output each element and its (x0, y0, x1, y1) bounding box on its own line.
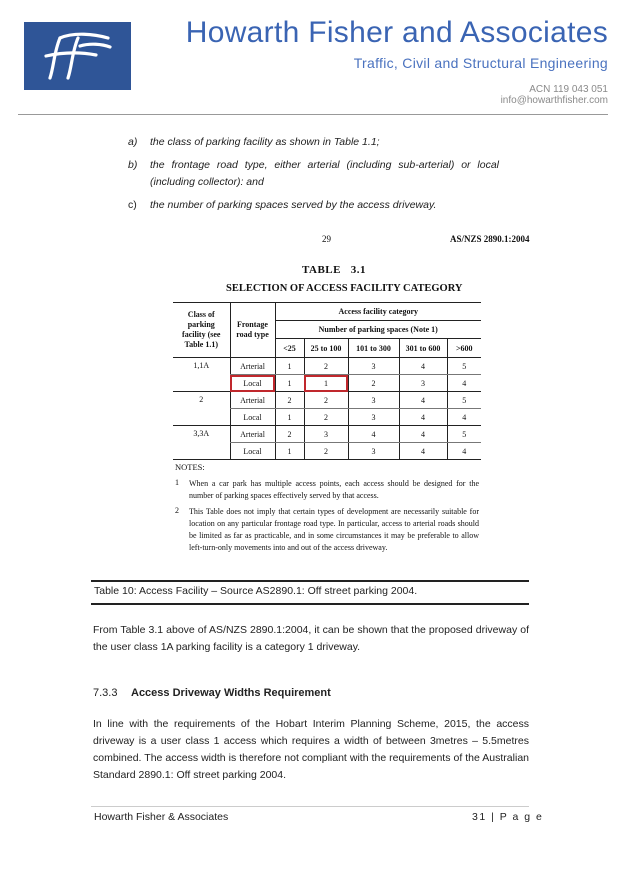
table-title: TABLE 3.1 (302, 264, 366, 276)
header-road-type: Frontage road type (230, 303, 275, 358)
cell-value: 1 (275, 409, 304, 426)
list-marker: a) (128, 136, 138, 148)
row-class: 1,1A (173, 358, 230, 392)
cell-value-highlighted: 1 (304, 375, 348, 392)
cell-value: 2 (304, 443, 348, 460)
cell-value: 3 (348, 443, 399, 460)
caption-rule-bottom (91, 603, 529, 605)
company-tagline: Traffic, Civil and Structural Engineering (353, 55, 608, 71)
row-road: Local (230, 409, 275, 426)
cell-value: 4 (348, 426, 399, 443)
cell-value: 2 (304, 358, 348, 375)
cell-value: 4 (399, 443, 447, 460)
list-item: the number of parking spaces served by the access driveway. (150, 199, 437, 211)
cell-value: 1 (275, 443, 304, 460)
row-class: 3,3A (173, 426, 230, 460)
list-item: the frontage road type, either arterial (including sub-arterial) or local (150, 159, 499, 171)
standard-page-number: 29 (322, 234, 331, 244)
cell-value: 4 (399, 392, 447, 409)
note-number: 1 (175, 478, 179, 487)
cell-value: 4 (447, 375, 481, 392)
cell-value: 4 (399, 426, 447, 443)
cell-value: 3 (348, 392, 399, 409)
cell-value: 3 (399, 375, 447, 392)
table-subtitle: SELECTION OF ACCESS FACILITY CATEGORY (226, 283, 463, 294)
list-item-continued: (including collector): and (150, 176, 264, 188)
body-paragraph: From Table 3.1 above of AS/NZS 2890.1:2004, it can be shown that the proposed driveway of the user class 1A parking facility is a category 1 driveway. (93, 624, 529, 653)
note-number: 2 (175, 506, 179, 515)
section-title: Access Driveway Widths Requirement (131, 687, 331, 699)
access-facility-table (173, 302, 481, 460)
list-marker: c) (128, 199, 137, 211)
cell-value: 4 (399, 409, 447, 426)
cell-value: 1 (275, 358, 304, 375)
cell-value: 3 (348, 409, 399, 426)
company-name: Howarth Fisher and Associates (185, 16, 608, 49)
company-logo (24, 22, 131, 90)
section-number: 7.3.3 (93, 687, 118, 699)
cell-value: 4 (399, 358, 447, 375)
header-space-col: >600 (447, 339, 481, 358)
header-space-col: 25 to 100 (304, 339, 348, 358)
row-road: Arterial (230, 426, 275, 443)
header-space-col: 101 to 300 (348, 339, 399, 358)
row-road: Arterial (230, 358, 275, 375)
row-class: 2 (173, 392, 230, 426)
cell-value: 2 (304, 392, 348, 409)
note-text: This Table does not imply that certain types of development are necessarily suitable for location on any particular frontage road type. In particular, access to arterial roads should be limited as far as practicable, and in some circumstances it may be preferable to allow left-turn-only movements into and out of the access driveway. (189, 507, 479, 552)
row-road: Arterial (230, 392, 275, 409)
row-road-highlighted: Local (230, 375, 275, 392)
note-text: When a car park has multiple access points, each access should be designed for the number of parking spaces effectively served by that access. (189, 479, 479, 500)
body-paragraph: In line with the requirements of the Hobart Interim Planning Scheme, 2015, the access driveway is a user class 1 access which requires a width of between 3metres – 5.5metres combined. The access width is therefore not compliant with the requirements of the Australian Standard 2890.1: Off street parking 2004. (93, 718, 529, 781)
cell-value: 3 (304, 426, 348, 443)
cell-value: 5 (447, 358, 481, 375)
standard-code: AS/NZS 2890.1:2004 (450, 234, 530, 244)
notes-heading: NOTES: (175, 462, 205, 472)
caption-rule-top (91, 580, 529, 582)
header-space-col: 301 to 600 (399, 339, 447, 358)
list-item: the class of parking facility as shown in Table 1.1; (150, 136, 380, 148)
table-row (173, 392, 481, 409)
footer-page-number: 31 | P a g e (472, 811, 544, 823)
table-row (173, 358, 481, 375)
cell-value: 5 (447, 392, 481, 409)
header-divider (18, 114, 608, 115)
footer-divider (91, 806, 529, 807)
list-marker: b) (128, 159, 138, 171)
cell-value: 2 (348, 375, 399, 392)
cell-value: 2 (304, 409, 348, 426)
cell-value: 5 (447, 426, 481, 443)
header-class: Class of parking facility (see Table 1.1) (173, 303, 230, 358)
header-spaces: Number of parking spaces (Note 1) (275, 321, 481, 339)
cell-value: 1 (275, 375, 304, 392)
footer-company: Howarth Fisher & Associates (94, 811, 229, 823)
company-acn: ACN 119 043 051 (529, 84, 608, 95)
header-space-col: <25 (275, 339, 304, 358)
table-row (173, 426, 481, 443)
cell-value: 2 (275, 392, 304, 409)
table-caption: Table 10: Access Facility – Source AS2890.1: Off street parking 2004. (94, 585, 418, 597)
header-category: Access facility category (275, 303, 481, 321)
company-email[interactable]: info@howarthfisher.com (500, 95, 608, 106)
cell-value: 4 (447, 443, 481, 460)
cell-value: 2 (275, 426, 304, 443)
cell-value: 4 (447, 409, 481, 426)
cell-value: 3 (348, 358, 399, 375)
row-road: Local (230, 443, 275, 460)
